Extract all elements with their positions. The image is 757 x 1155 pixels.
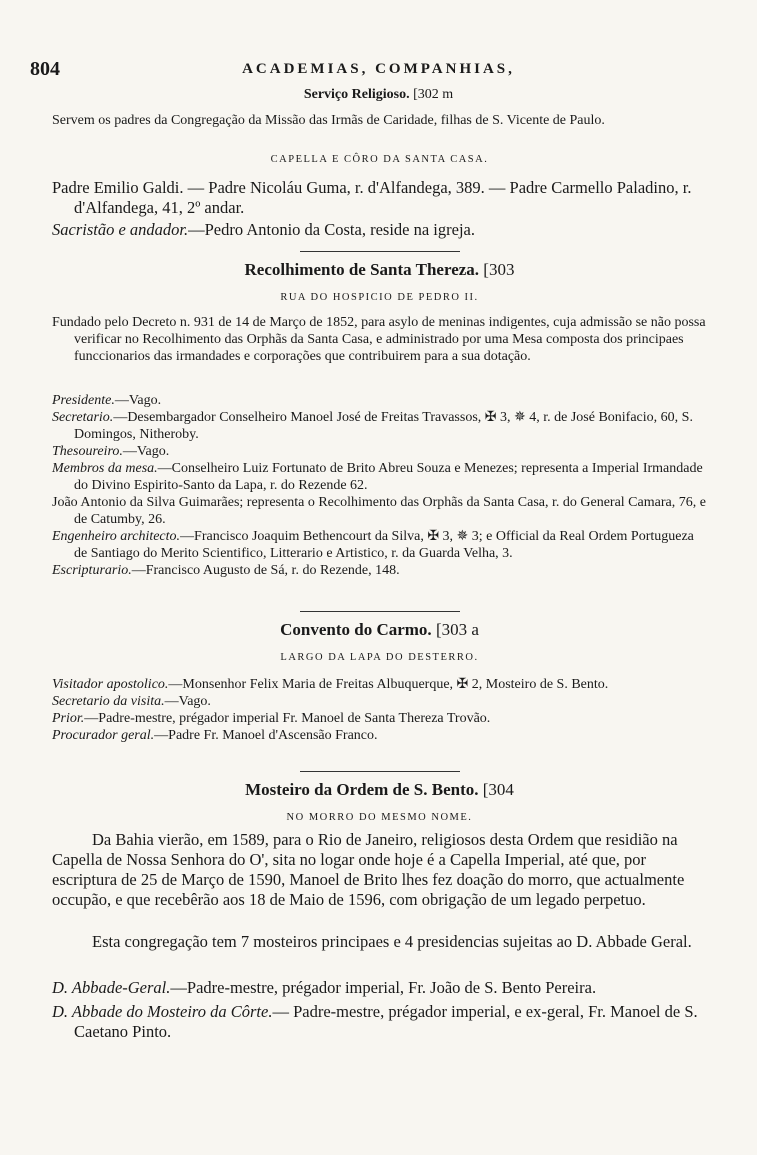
bento-ref: [304 bbox=[482, 780, 514, 799]
page-number: 804 bbox=[30, 58, 60, 80]
section-subtitle bbox=[0, 87, 757, 103]
divider bbox=[300, 611, 460, 612]
entry-text: —Vago. bbox=[122, 444, 170, 459]
entry-secretario bbox=[52, 409, 707, 443]
recolhimento-title bbox=[52, 260, 707, 280]
bento-congregation-paragraph: Esta congregação tem 7 mosteiros principaes e 4 presidencias sujeitas ao D. Abbade Geral. bbox=[92, 932, 692, 951]
entry-label: D. Abbade do Mosteiro da Côrte. bbox=[52, 1002, 273, 1021]
running-title: ACADEMIAS, COMPANHIAS, bbox=[242, 61, 515, 77]
entry-label: Procurador geral. bbox=[52, 728, 155, 743]
entry-text: —Vago. bbox=[114, 393, 162, 408]
recolhimento-street: RUA DO HOSPICIO DE PEDRO II. bbox=[280, 292, 479, 303]
bento-street: NO MORRO DO MESMO NOME. bbox=[286, 812, 473, 823]
entry-text: —Padre-mestre, prégador imperial, Fr. João de S. Bento Pereira. bbox=[170, 978, 597, 997]
recolhimento-description: Fundado pelo Decreto n. 931 de 14 de Março de 1852, para asylo de meninas indigentes, cuja admissão se não possa verificar no Recolhimento das Orphãs da Santa Casa, e administrado por uma Mesa composta dos principaes funccionarios das irmandades e corporações que contribuirem para a sua dotação. bbox=[52, 315, 706, 364]
entry-abbade-corte bbox=[52, 1002, 707, 1042]
bento-history-paragraph: Da Bahia vierão, em 1589, para o Rio de Janeiro, religiosos desta Ordem que residião na Capella de Nossa Senhora do O', sita no logar onde hoje é a Capella Imperial, até que, por escriptura de 25 de Março de 1590, Manoel de Brito lhes fez doação do morro, que actualmente occupão, e que recebêrão aos 18 de Maio de 1596, com obrigação de um legado perpetuo. bbox=[52, 830, 685, 909]
entry-abbade-geral bbox=[52, 978, 707, 998]
entry-visitador bbox=[52, 676, 707, 693]
divider bbox=[300, 251, 460, 252]
entry-label: Thesoureiro. bbox=[52, 444, 123, 459]
entry-label: Visitador apostolico. bbox=[52, 677, 169, 692]
carmo-entries bbox=[52, 676, 707, 744]
capella-sacristan bbox=[52, 220, 707, 240]
entry-text: —Desembargador Conselheiro Manoel José de Freitas Travassos, ✠ 3, ✵ 4, r. de José Bonifacio, 60, S. Domingos, Nitheroby. bbox=[74, 410, 693, 442]
entry-text: —Francisco Augusto de Sá, r. do Rezende, 148. bbox=[131, 563, 400, 578]
entry-label: Engenheiro architecto. bbox=[52, 529, 181, 544]
entry-secretario-visita bbox=[52, 693, 707, 710]
bento-title-text: Mosteiro da Ordem de S. Bento. bbox=[245, 780, 479, 799]
carmo-street: LARGO DA LAPA DO DESTERRO. bbox=[280, 652, 479, 663]
entry-text: —Monsenhor Felix Maria de Freitas Albuquerque, ✠ 2, Mosteiro de S. Bento. bbox=[168, 677, 609, 692]
entry-prior bbox=[52, 710, 707, 727]
entry-presidente bbox=[52, 392, 707, 409]
entry-text: —Francisco Joaquim Bethencourt da Silva, ✠ 3, ✵ 3; e Official da Real Ordem Portugueza de Santiago do Merito Scientifico, Litterario e Artistico, r. da Guarda Velha, 3. bbox=[74, 529, 694, 561]
entry-text: —Padre Fr. Manoel d'Ascensão Franco. bbox=[154, 728, 378, 743]
capella-heading: CAPELLA E CÔRO DA SANTA CASA. bbox=[270, 154, 489, 165]
entry-label: Prior. bbox=[52, 711, 85, 726]
entry-text: —Padre-mestre, prégador imperial Fr. Manoel de Santa Thereza Trovão. bbox=[84, 711, 491, 726]
bento-entries bbox=[52, 978, 707, 1042]
entry-label: D. Abbade-Geral. bbox=[52, 978, 171, 997]
entry-label: Secretario da visita. bbox=[52, 694, 165, 709]
entry-escripturario bbox=[52, 562, 707, 579]
entry-text: —Conselheiro Luiz Fortunato de Brito Abreu Souza e Menezes; representa a Imperial Irmandade do Divino Espirito-Santo da Lapa, r. do Rezende 62. bbox=[74, 461, 703, 493]
entry-text: — Padre-mestre, prégador imperial, e ex-geral, Fr. Manoel de S. Caetano Pinto. bbox=[74, 1002, 698, 1041]
carmo-ref: [303 a bbox=[435, 620, 479, 639]
entry-membros bbox=[52, 460, 707, 494]
recolhimento-ref: [303 bbox=[483, 260, 515, 279]
entry-label: Escripturario. bbox=[52, 563, 132, 578]
carmo-title bbox=[52, 620, 707, 640]
carmo-title-text: Convento do Carmo. bbox=[280, 620, 432, 639]
intro-paragraph: Servem os padres da Congregação da Missão das Irmãs de Caridade, filhas de S. Vicente de Paulo. bbox=[52, 113, 605, 128]
subtitle-ref: [302 m bbox=[413, 87, 454, 102]
bento-title bbox=[52, 780, 707, 800]
capella-clergy: Padre Emilio Galdi. — Padre Nicoláu Guma, r. d'Alfandega, 389. — Padre Carmello Paladino, r. d'Alfandega, 41, 2º andar. bbox=[52, 178, 692, 217]
entry-label: Secretario. bbox=[52, 410, 114, 425]
entry-label: Membros da mesa. bbox=[52, 461, 158, 476]
sacristan-text: —Pedro Antonio da Costa, reside na igreja. bbox=[188, 220, 475, 239]
entry-text: João Antonio da Silva Guimarães; representa o Recolhimento das Orphãs da Santa Casa, r. do General Camara, 76, e de Catumby, 26. bbox=[52, 495, 706, 527]
entry-text: —Vago. bbox=[164, 694, 211, 709]
subtitle-text: Serviço Religioso. bbox=[303, 87, 410, 102]
divider bbox=[300, 771, 460, 772]
entry-thesoureiro bbox=[52, 443, 707, 460]
entry-procurador bbox=[52, 727, 707, 744]
entry-engenheiro bbox=[52, 528, 707, 562]
sacristan-label: Sacristão e andador. bbox=[52, 220, 189, 239]
entry-label: Presidente. bbox=[52, 393, 115, 408]
entry-membro-2 bbox=[52, 494, 707, 528]
recolhimento-title-text: Recolhimento de Santa Thereza. bbox=[244, 260, 480, 279]
recolhimento-entries bbox=[52, 392, 707, 579]
